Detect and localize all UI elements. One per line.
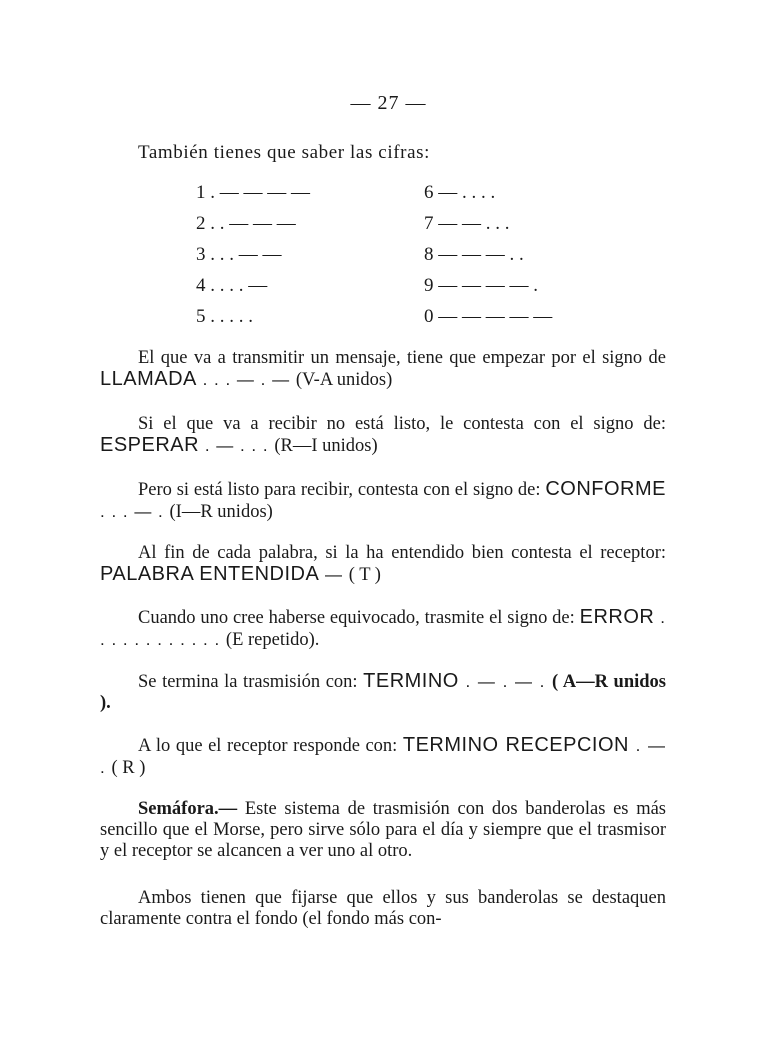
paragraph-text: Si el que va a recibir no está listo, le contesta con el signo de: <box>138 414 666 434</box>
digit-code-left: 1 . — — — — <box>196 182 310 203</box>
paragraph-error <box>100 607 666 651</box>
digit-row <box>196 213 576 244</box>
signal-note: (R—I unidos) <box>274 436 378 456</box>
digit-code-left: 4 . . . . — <box>196 275 268 296</box>
paragraph-text: A lo que el receptor responde con: <box>138 736 403 756</box>
signal-code: . . . — . <box>100 502 170 521</box>
signal-code: . — . — . <box>458 672 553 691</box>
signal-name: LLAMADA <box>100 368 197 390</box>
signal-note: ( R ) <box>111 758 146 778</box>
paragraph-conforme <box>100 479 666 523</box>
signal-name: TERMINO <box>363 670 459 692</box>
paragraph-text: Este sistema de trasmisión con dos banderolas es más sencillo que el Morse, pero sirve sólo para el día y siempre que el trasmisor y el receptor se alcancen a ver uno al otro. <box>100 799 666 861</box>
signal-note: (I—R unidos) <box>169 502 273 522</box>
digit-code-left: 2 . . — — — <box>196 213 296 234</box>
signal-code: . — . . . <box>199 436 275 455</box>
signal-note: (E repetido). <box>225 630 320 650</box>
paragraph-text: El que va a transmitir un mensaje, tiene que empezar por el signo de <box>138 348 666 368</box>
digit-row <box>196 244 576 275</box>
paragraph-text: Ambos tienen que fijarse que ellos y sus banderolas se destaquen claramente contra el fondo (el fondo más con- <box>100 888 666 929</box>
digit-row <box>196 306 576 337</box>
signal-name: ERROR <box>579 606 655 628</box>
section-heading: Semáfora.— <box>138 799 238 819</box>
signal-name: TERMINO RECEPCION <box>402 734 629 756</box>
paragraph-text: Pero si está listo para recibir, contesta con el signo de: <box>138 480 546 500</box>
paragraph-text: Se termina la trasmisión con: <box>138 672 364 692</box>
morse-digit-table <box>196 182 576 337</box>
page-number: — 27 — <box>350 92 427 114</box>
signal-note: (V-A unidos) <box>295 370 393 390</box>
digit-code-right: 9 — — — — . <box>424 275 538 296</box>
paragraph-esperar <box>100 414 666 457</box>
digit-code-left: 3 . . . — — <box>196 244 282 265</box>
paragraph-text: Al fin de cada palabra, si la ha entendido bien contesta el receptor: <box>138 543 666 563</box>
signal-name: CONFORME <box>545 478 666 500</box>
digit-code-right: 7 — — . . . <box>424 213 510 234</box>
intro-text: También tienes que saber las cifras: <box>138 142 430 163</box>
digit-code-right: 6 — . . . . <box>424 182 496 203</box>
signal-code: . . . — . — <box>196 370 296 389</box>
signal-name: ESPERAR <box>100 434 200 456</box>
paragraph-llamada <box>100 348 666 391</box>
digit-code-right: 0 — — — — — <box>424 306 553 327</box>
digit-row <box>196 275 576 306</box>
paragraph-banderolas <box>100 888 666 930</box>
paragraph-text: Cuando uno cree haberse equivocado, trasmite el signo de: <box>138 608 580 628</box>
digit-row <box>196 182 576 213</box>
digit-code-left: 5 . . . . . <box>196 306 253 327</box>
signal-code: . . . . . . . . . . . . <box>100 608 666 649</box>
signal-note: ( T ) <box>348 565 381 585</box>
paragraph-palabra-entendida <box>100 543 666 586</box>
digit-code-right: 8 — — — . . <box>424 244 524 265</box>
paragraph-termino-recepcion <box>100 735 666 779</box>
signal-code: . — . <box>100 736 666 777</box>
signal-name: PALABRA ENTENDIDA <box>100 563 320 585</box>
paragraph-semafora <box>100 799 666 862</box>
signal-note: ( A—R unidos ). <box>100 672 666 713</box>
signal-code: — <box>319 565 349 584</box>
paragraph-termino <box>100 671 666 714</box>
